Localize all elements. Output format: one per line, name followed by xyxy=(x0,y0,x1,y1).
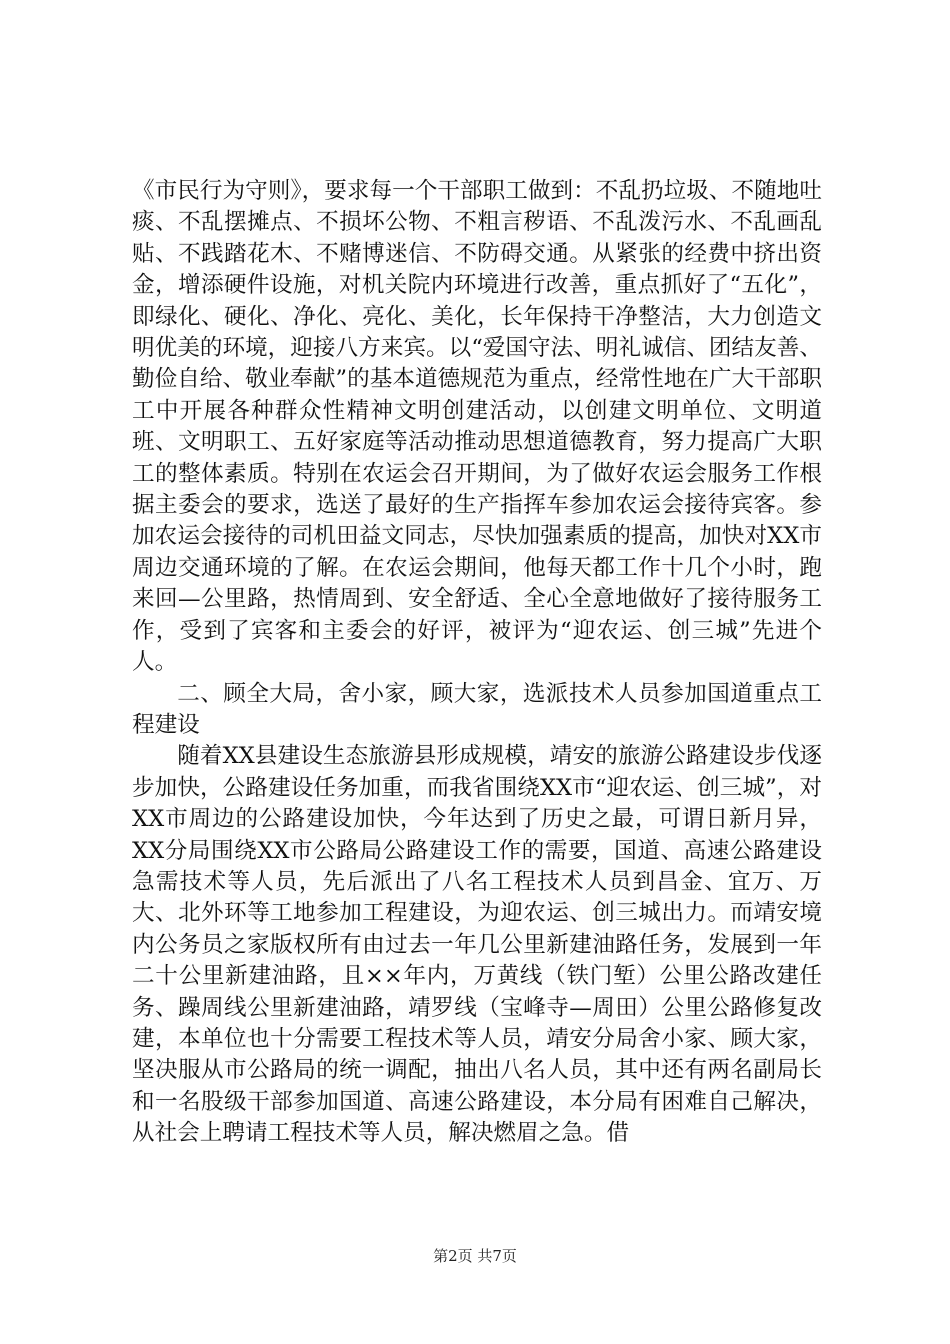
paragraph-civic-conduct: 《市民行为守则》，要求每一个干部职工做到：不乱扔垃圾、不随地吐痰、不乱摆摊点、不损坏公物、不粗言秽语、不乱泼污水、不乱画乱贴、不践踏花木、不赌博迷信、不防碍交通。从紧张的经费中挤出资金，增添硬件设施，对机关院内环境进行改善，重点抓好了“五化”，即绿化、硬化、净化、亮化、美化，长年保持干净整洁，大力创造文明优美的环境，迎接八方来宾。以“爱国守法、明礼诚信、团结友善、勤俭自给、敬业奉献”的基本道德规范为重点，经常性地在广大干部职工中开展各种群众性精神文明创建活动，以创建文明单位、文明道班、文明职工、五好家庭等活动推动思想道德教育，努力提高广大职工的整体素质。特别在农运会召开期间，为了做好农运会服务工作根据主委会的要求，选送了最好的生产指挥车参加农运会接待宾客。参加农运会接待的司机田益文同志，尽快加强素质的提高，加快对XX市周边交通环境的了解。在农运会期间，他每天都工作十几个小时，跑来回—公里路，热情周到、安全舒适、全心全意地做好了接待服务工作，受到了宾客和主委会的好评，被评为“迎农运、创三城”先进个人。 xyxy=(132,178,822,676)
document-body xyxy=(132,176,822,1150)
paragraph-road-construction: 随着XX县建设生态旅游县形成规模，靖安的旅游公路建设步伐逐步加快，公路建设任务加重，而我省围绕XX市“迎农运、创三城”，对XX市周边的公路建设加快，今年达到了历史之最，可谓日新月异，XX分局围绕XX市公路局公路建设工作的需要，国道、高速公路建设急需技术等人员，先后派出了八名工程技术人员到昌金、宜万、万大、北外环等工地参加工程建设，为迎农运、创三城出力。而靖安境内公务员之家版权所有由过去一年几公里新建油路任务，发展到一年二十公里新建油路，且××年内，万黄线（铁门堑）公里公路改建任务、躁周线公里新建油路，靖罗线（宝峰寺—周田）公里公路修复改建，本单位也十分需要工程技术等人员，靖安分局舍小家、顾大家，坚决服从市公路局的统一调配，抽出八名人员，其中还有两名副局长和一名股级干部参加国道、高速公路建设，本分局有困难自己解决，从社会上聘请工程技术等人员，解决燃眉之急。借 xyxy=(132,743,822,1147)
section-heading-2: 二、顾全大局，舍小家，顾大家，选派技术人员参加国道重点工程建设 xyxy=(132,680,822,738)
page-number-footer: 第2页 共7页 xyxy=(433,1247,517,1265)
